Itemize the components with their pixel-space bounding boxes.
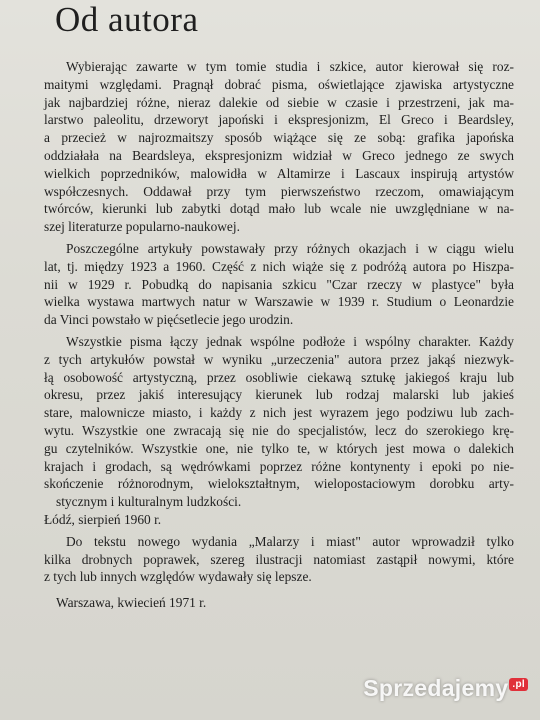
text-line: lat, tj. między 1923 a 1960. Część z nich wiąże się z podróżą autora po Hiszpa- <box>44 258 514 274</box>
text-line: z tych lub innych względów wydawały się lepsze. <box>44 569 312 585</box>
page-title: Od autora <box>55 0 199 39</box>
text-line: Do tekstu nowego wydania „Malarzy i miast" autor wprowadził tylko <box>66 533 514 549</box>
watermark-brand: Sprzedajemy <box>363 675 509 701</box>
text-line: skończenie różnorodnym, wielokształtnym, wielopostaciowym dorobku arty- <box>44 476 514 492</box>
paragraph-1 <box>44 58 514 236</box>
text-line: współczesnych. Oddawał przy tym pierwszeństwo rzeczom, omawiającym <box>44 183 514 199</box>
text-line: larstwo paleolitu, drzeworyt japoński i ekspresjonizm, El Greco i Beardsley, <box>44 112 514 128</box>
watermark-tld-badge: .pl <box>509 678 528 691</box>
text-line: jak najbardziej różne, nieraz dalekie od siebie w czasie i przestrzeni, jak ma- <box>44 94 514 110</box>
signature-place-date-1 <box>44 511 514 529</box>
text-line: kilka drobnych poprawek, szereg ilustracji natomiast zastąpił nowymi, które <box>44 551 514 567</box>
text-line: oddziałała na Beardsleya, ekspresjonizm widział w Greco jednego ze swych <box>44 147 514 163</box>
text-line: okresu, przez jakiś interesujący kierunek lub rodzaj malarski lub jakieś <box>44 387 514 403</box>
text-line: a przecież w najrozmaitszy sposób wiążące się ze sobą: grafika japońska <box>44 130 514 146</box>
text-line: z tych artykułów powstał w wyniku „urzeczenia" autora przez jakąś niezwyk- <box>44 351 514 367</box>
paragraph-4 <box>44 533 514 586</box>
text-line: krajach i grodach, są wędrówkami poprzez różne kontynenty i epoki po nie- <box>44 458 514 474</box>
text-line: szej literaturze popularno-naukowej. <box>44 219 240 235</box>
text-line: Łódź, sierpień 1960 r. <box>44 511 162 527</box>
sprzedajemy-watermark <box>363 675 528 702</box>
text-line: stare, malownicze miasto, i każdy z nich jest wyrazem jego podziwu lub zach- <box>44 405 514 421</box>
text-line: twórców, kierunki lub zabytki dotąd mało lub wcale nie uwzględniane w na- <box>44 201 514 217</box>
text-line: Wszystkie pisma łączy jednak wspólne podłoże i wspólny charakter. Każdy <box>66 333 514 349</box>
text-line: nii w 1929 r. Pobudką do napisania szkicu "Czar rzeczy w plastyce" była <box>44 276 514 292</box>
paragraph-2 <box>44 240 514 329</box>
text-line: Wybierając zawarte w tym tomie studia i szkice, autor kierował się roz- <box>66 59 514 74</box>
text-line: wielkich poprzedników, malowidła w Altamirze i Lascaux inspirują artystów <box>44 165 514 181</box>
text-line: wytu. Wszystkie one zwracają się nie do specjalistów, lecz do szerokiego krę- <box>44 422 514 438</box>
text-line: maitymi względami. Pragnął dobrać pisma, oświetlające zjawiska artystyczne <box>44 76 514 92</box>
page-body <box>44 58 514 612</box>
text-line: gu czytelników. Wszystkie one, nie tylko te, w których jest mowa o dalekich <box>44 440 514 456</box>
text-line: Warszawa, kwiecień 1971 r. <box>56 595 207 611</box>
text-line: da Vinci powstało w pięćsetlecie jego urodzin. <box>44 312 294 328</box>
text-line: Poszczególne artykuły powstawały przy różnych okazjach i w ciągu wielu <box>66 240 514 256</box>
signature-place-date-2 <box>44 594 514 612</box>
paragraph-3 <box>44 333 514 511</box>
text-line: stycznym i kulturalnym ludzkości. <box>56 494 242 510</box>
text-line: łą osobowość artystyczną, przez osobliwie ciekawą sztukę jakiegoś kraju lub <box>44 369 514 385</box>
text-line: wielka wystawa martwych natur w Warszawie w 1939 r. Studium o Leonardzie <box>44 294 514 310</box>
